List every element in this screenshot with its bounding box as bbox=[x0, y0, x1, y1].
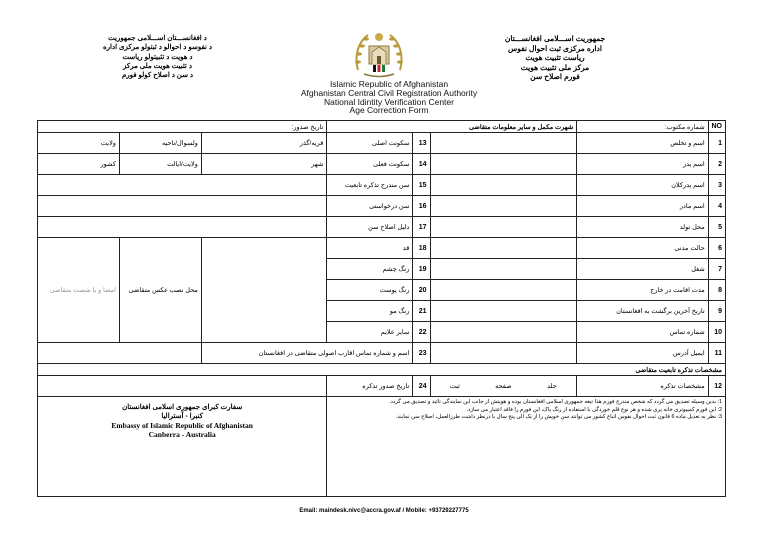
left-field-label: ایمیل آدرس bbox=[577, 343, 709, 364]
right-field-number: 23 bbox=[413, 343, 430, 364]
applicant-info-section-title: شهرت مکمل و سایر معلومات متقاضی bbox=[327, 121, 577, 133]
form-row-12 bbox=[38, 376, 726, 397]
left-field-number: 4 bbox=[708, 196, 725, 217]
form-top-row bbox=[38, 121, 726, 133]
left-field-number: 7 bbox=[708, 259, 725, 280]
left-field-label: حالت مدنی bbox=[577, 238, 709, 259]
form-row-3 bbox=[38, 175, 726, 196]
right-field-number: 19 bbox=[413, 259, 430, 280]
embassy-english-line: Embassy of Islamic Republic of Afghanistan bbox=[111, 421, 253, 430]
value-cell[interactable] bbox=[430, 175, 577, 196]
value-cell[interactable] bbox=[38, 343, 202, 364]
header-right-line: فورم اصلاح سن bbox=[530, 72, 580, 81]
note-3: 3: نظر به تعدیل ماده 6 قانون ثبت احوال نفوس اتباع کشور می توانند سن خویش را از یک الی پنج سال با درنظر داشت طرزالعمل، اصلاح سن نمایند. bbox=[395, 414, 722, 420]
tazkira-section-row bbox=[38, 364, 726, 376]
right-field-number: 14 bbox=[413, 154, 430, 175]
field-c3: ولایت bbox=[38, 133, 120, 154]
header-left-line: د تثبیت هویت ملی مرکز bbox=[123, 62, 192, 70]
embassy-dari-line: سفارت کبرای جمهوری اسلامی افغانستان bbox=[122, 404, 243, 411]
value-cell[interactable] bbox=[430, 343, 577, 364]
header-right-line: جمهوریت اســـلامی افغانســـتان bbox=[504, 34, 606, 43]
field-c1: قریه/گذر bbox=[201, 133, 326, 154]
age-correction-form-table bbox=[37, 120, 726, 497]
left-field-label: مدت اقامت در خارج bbox=[577, 280, 709, 301]
form-row-6 bbox=[38, 238, 726, 259]
right-field-label: سن درخواستی bbox=[327, 196, 413, 217]
left-field-number: 11 bbox=[708, 343, 725, 364]
left-field-number: 2 bbox=[708, 154, 725, 175]
right-field-label: سایر علایم bbox=[327, 322, 413, 343]
field-c1: شهر bbox=[201, 154, 326, 175]
left-field-number: 6 bbox=[708, 238, 725, 259]
right-field-number: 16 bbox=[413, 196, 430, 217]
embassy-block bbox=[38, 397, 327, 497]
left-field-label: شغل bbox=[577, 259, 709, 280]
right-field-label: قد bbox=[327, 238, 413, 259]
left-field-number: 12 bbox=[708, 376, 725, 397]
header-left-line: د سن د اصلاح کولو فورم bbox=[121, 72, 194, 80]
form-row-2 bbox=[38, 154, 726, 175]
left-field-label: محل تولد bbox=[577, 217, 709, 238]
value-cell[interactable] bbox=[430, 280, 577, 301]
right-field-label: دلیل اصلاح سن bbox=[327, 217, 413, 238]
footer-contact: Email: maindesk.nivc@accra.gov.af / Mobile: +93729227775 bbox=[299, 508, 469, 514]
right-field-label: سکونت اصلی bbox=[327, 133, 413, 154]
value-cell[interactable] bbox=[201, 238, 326, 343]
embassy-dari-city: کنبرا - آسترالیا bbox=[161, 413, 204, 420]
form-row-1 bbox=[38, 133, 726, 154]
header-right-line: اداره مرکزی ثبت احوال نفوس bbox=[508, 43, 602, 53]
header-center-line: National Idintity Verification Center bbox=[324, 96, 454, 107]
right-field-number: 21 bbox=[413, 301, 430, 322]
form-row-5 bbox=[38, 217, 726, 238]
right-field-label: اسم و شماره تماس اقارب اصولی متقاضی در افغانستان bbox=[201, 343, 412, 364]
header-center-english bbox=[284, 80, 494, 115]
header-right-line: مرکز ملی تثبیت هویت bbox=[520, 62, 590, 72]
right-field-number: 24 bbox=[413, 376, 430, 397]
safha-label: صفحه bbox=[495, 383, 512, 390]
header-center-line: Afghanistan Central Civil Registration Authority bbox=[300, 87, 478, 98]
value-cell[interactable] bbox=[38, 196, 327, 217]
value-cell[interactable] bbox=[430, 301, 577, 322]
right-field-number: 22 bbox=[413, 322, 430, 343]
value-cell[interactable] bbox=[430, 133, 577, 154]
left-field-label: اسم پدرکلان bbox=[577, 175, 709, 196]
header-left-line: د هویت د تثبیتولو ریاست bbox=[122, 53, 193, 61]
issue-date-label: تاریخ صدور: bbox=[38, 121, 327, 133]
tazkira-section-title: مشخصات تذکره تابعیت متقاضی bbox=[38, 364, 726, 376]
right-field-label: سن مندرج تذکره تابعیت bbox=[327, 175, 413, 196]
tazkira-details-cell[interactable] bbox=[430, 376, 577, 397]
right-field-label: رنگ پوست bbox=[327, 280, 413, 301]
left-field-label: اسم و تخلص bbox=[577, 133, 709, 154]
right-field-label: سکونت فعلی bbox=[327, 154, 413, 175]
notes-block bbox=[327, 397, 726, 497]
embassy-english-city: Canberra - Australia bbox=[148, 430, 216, 439]
header-right-line: ریاست تثبیت هویت bbox=[525, 53, 585, 62]
value-cell[interactable] bbox=[38, 175, 327, 196]
form-row-11 bbox=[38, 343, 726, 364]
form-row-4 bbox=[38, 196, 726, 217]
left-field-number: 8 bbox=[708, 280, 725, 301]
left-field-number: 9 bbox=[708, 301, 725, 322]
right-field-label: رنگ مو bbox=[327, 301, 413, 322]
left-field-label: اسم مادر bbox=[577, 196, 709, 217]
notes-row bbox=[38, 397, 726, 497]
right-field-label: رنگ چشم bbox=[327, 259, 413, 280]
no-header: NO bbox=[708, 121, 725, 133]
right-field-number: 17 bbox=[413, 217, 430, 238]
right-field-number: 15 bbox=[413, 175, 430, 196]
right-field-label: تاریخ صدور تذکره bbox=[327, 376, 413, 397]
header-left-line: د افغانســـتان اســـلامی جمهوریت bbox=[108, 35, 207, 42]
header-left-pashto bbox=[60, 34, 255, 80]
value-cell[interactable] bbox=[430, 154, 577, 175]
value-cell[interactable] bbox=[430, 217, 577, 238]
letter-number-label: شماره مکتوب: bbox=[577, 121, 709, 133]
note-1: 1: بدین وسیله تصدیق می گردد که شخص مندرج فورم هذا تبعه جمهوری اسلامی افغانستان بوده و هویتش از جانب این نمایندگی تائید و تصدیق می گردد. bbox=[388, 399, 722, 405]
left-field-number: 1 bbox=[708, 133, 725, 154]
left-field-label: مشخصات تذکره bbox=[577, 376, 709, 397]
left-field-number: 10 bbox=[708, 322, 725, 343]
header-right-dari bbox=[460, 34, 650, 82]
right-field-number: 13 bbox=[413, 133, 430, 154]
afghanistan-emblem-icon bbox=[352, 28, 406, 82]
note-2: 2: این فورم کمپیوتری خانه پری شده و هر نوع قلم خوردگی با استفاده از رنگ پاک، این فورم را فاقد اعتبار می سازد. bbox=[466, 406, 722, 413]
field-c2: ولسوال/ناحیه bbox=[119, 133, 201, 154]
right-field-number: 20 bbox=[413, 280, 430, 301]
sabt-label: ثبت bbox=[449, 383, 460, 390]
left-field-number: 3 bbox=[708, 175, 725, 196]
photo-box[interactable]: محل نصب عکس متقاضی bbox=[119, 238, 201, 343]
value-cell[interactable] bbox=[430, 322, 577, 343]
left-field-label: اسم پدر bbox=[577, 154, 709, 175]
header-center-line: Islamic Republic of Afghanistan bbox=[329, 79, 449, 89]
left-field-number: 5 bbox=[708, 217, 725, 238]
jild-label: جلد bbox=[547, 383, 557, 390]
left-field-label: شماره تماس bbox=[577, 322, 709, 343]
value-cell[interactable] bbox=[430, 196, 577, 217]
value-cell[interactable] bbox=[38, 376, 327, 397]
value-cell[interactable] bbox=[430, 259, 577, 280]
value-cell[interactable] bbox=[38, 217, 327, 238]
left-field-label: تاریخ آخرین برگشت به افغانستان bbox=[577, 301, 709, 322]
signature-box[interactable]: امضا و یا شصت متقاضی bbox=[38, 238, 120, 343]
form-title: Age Correction Form bbox=[349, 105, 429, 116]
right-field-number: 18 bbox=[413, 238, 430, 259]
header-left-line: د نفوسو د احوالو د ثبتولو مرکزی اداره bbox=[102, 44, 212, 52]
field-c3: کشور bbox=[38, 154, 120, 175]
field-c2: ولایت/ایالت bbox=[119, 154, 201, 175]
value-cell[interactable] bbox=[430, 238, 577, 259]
